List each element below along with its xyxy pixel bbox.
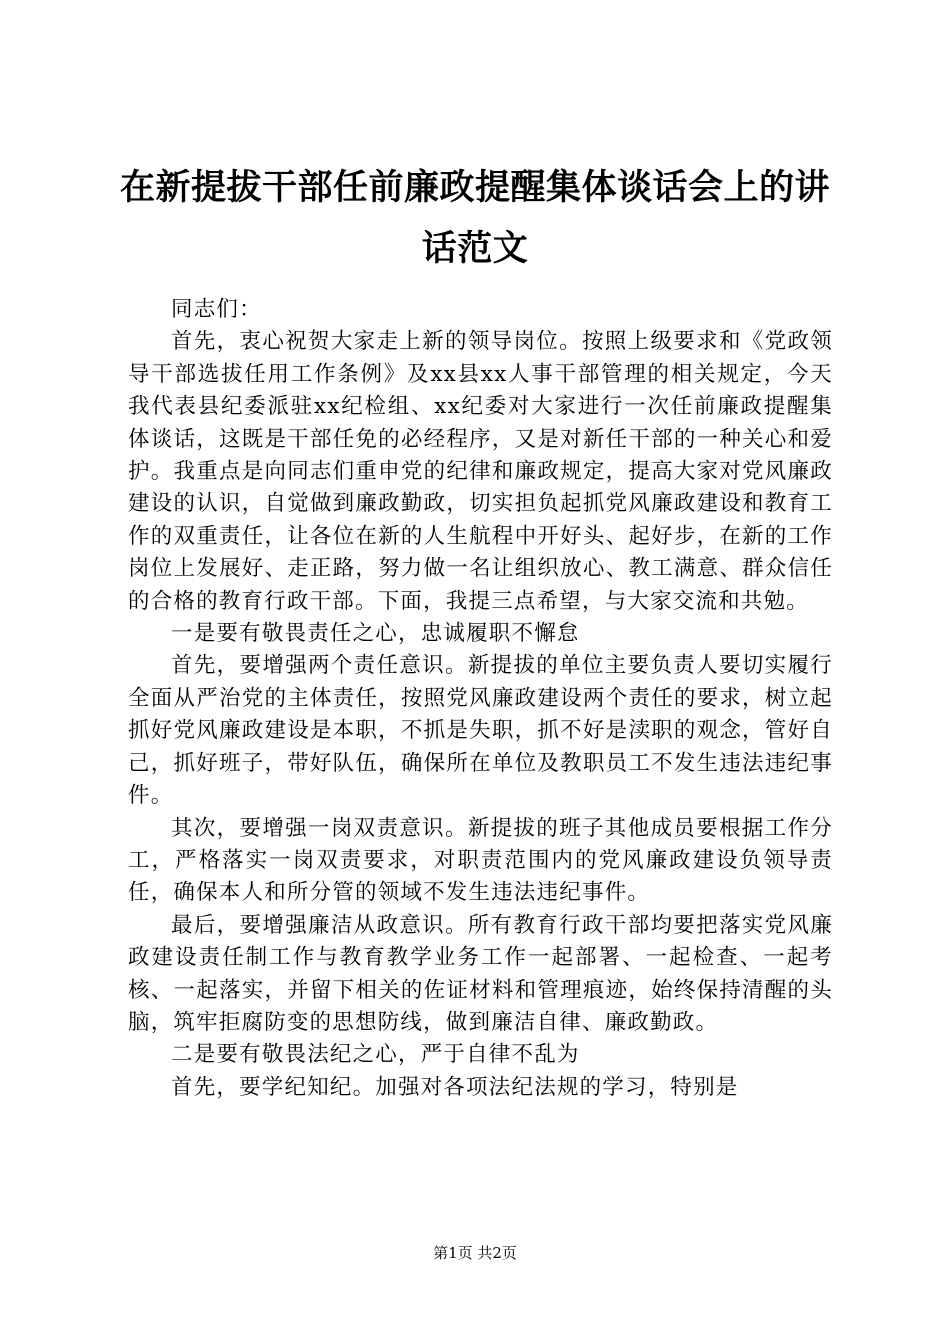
document-body <box>128 294 833 1104</box>
paragraph-intro: 首先，衷心祝贺大家走上新的领导岗位。按照上级要求和《党政领导干部选拔任用工作条例》及xx县xx人事干部管理的相关规定，今天我代表县纪委派驻xx纪检组、xx纪委对大家进行一次任前廉政提醒集体谈话，这既是干部任免的必经程序，又是对新任干部的一种关心和爱护。我重点是向同志们重申党的纪律和廉政规定，提高大家对党风廉政建设的认识，自觉做到廉政勤政，切实担负起抓党风廉政建设和教育工作的双重责任，让各位在新的人生航程中开好头、起好步，在新的工作岗位上发展好、走正路，努力做一名让组织放心、教工满意、群众信任的合格的教育行政干部。下面，我提三点希望，与大家交流和共勉。 <box>128 329 833 614</box>
page-footer: 第1页 共2页 <box>433 1244 517 1262</box>
section-heading-1: 一是要有敬畏责任之心，忠诚履职不懈怠 <box>171 621 580 647</box>
paragraph: 最后，要增强廉洁从政意识。所有教育行政干部均要把落实党风廉政建设责任制工作与教育教学业务工作一起部署、一起检查、一起考核、一起落实，并留下相关的佐证材料和管理痕迹，始终保持清醒的头脑，筑牢拒腐防变的思想防线，做到廉洁自律、廉政勤政。 <box>128 912 833 1035</box>
paragraph: 首先，要学纪知纪。加强对各项法纪法规的学习，特别是 <box>171 1074 739 1100</box>
document-title: 在新提拔干部任前廉政提醒集体谈话会上的讲话范文 <box>120 168 831 269</box>
paragraph: 其次，要增强一岗双责意识。新提拔的班子其他成员要根据工作分工，严格落实一岗双责要求，对职责范围内的党风廉政建设负领导责任，确保本人和所分管的领域不发生违法违纪事件。 <box>128 815 833 906</box>
section-heading-2: 二是要有敬畏法纪之心，严于自律不乱为 <box>171 1042 580 1068</box>
salutation: 同志们： <box>171 297 262 322</box>
paragraph: 首先，要增强两个责任意识。新提拔的单位主要负责人要切实履行全面从严治党的主体责任，按照党风廉政建设两个责任的要求，树立起抓好党风廉政建设是本职，不抓是失职，抓不好是渎职的观念，管好自己，抓好班子，带好队伍，确保所在单位及教职员工不发生违法违纪事件。 <box>128 653 833 809</box>
